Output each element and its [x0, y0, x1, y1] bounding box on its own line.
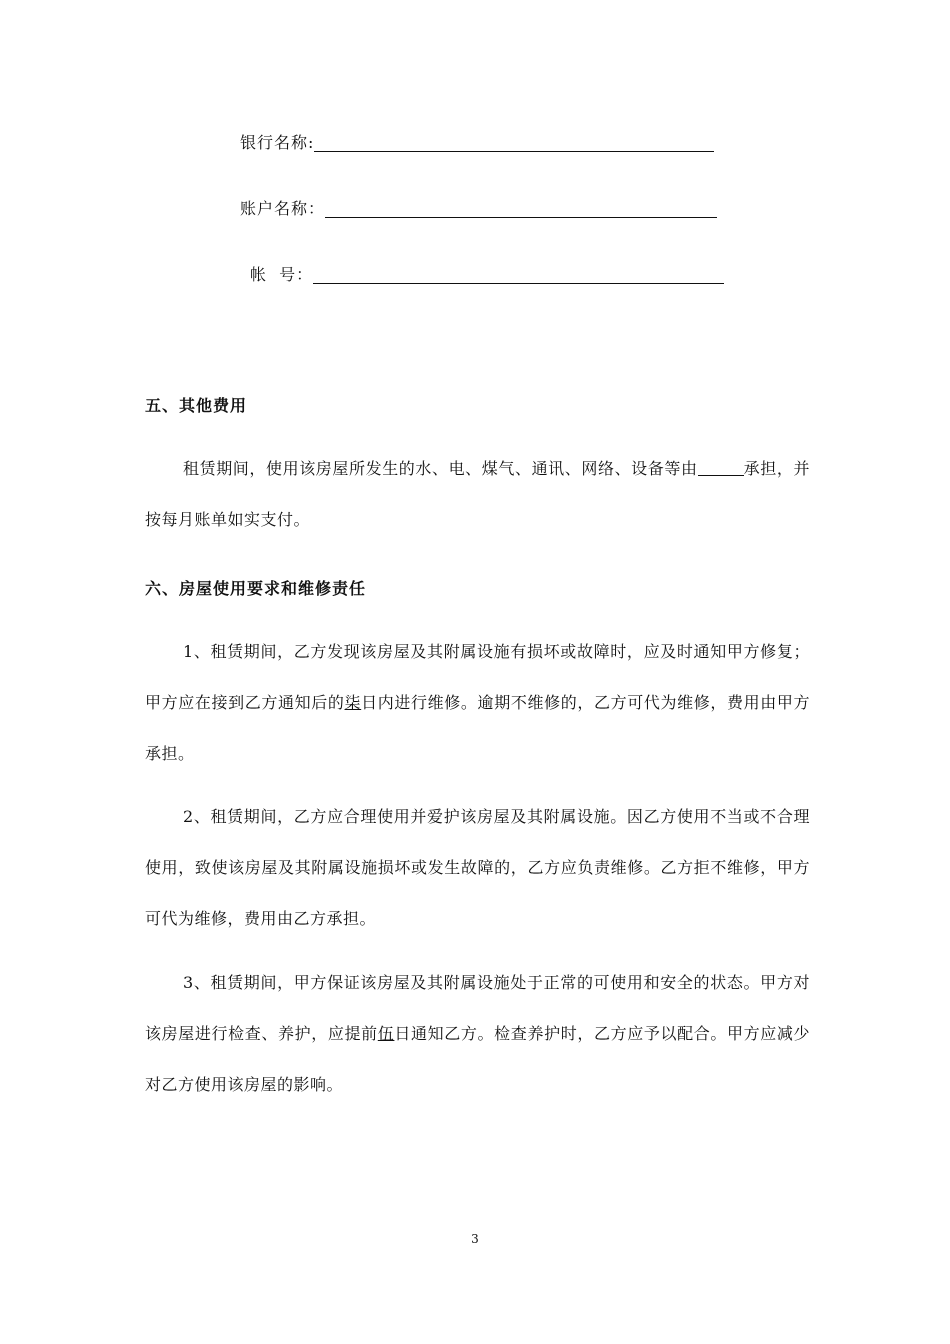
account-number-blank-line — [313, 263, 724, 284]
bank-name-label: 银行名称: — [240, 133, 315, 152]
account-name-label: 账户名称： — [240, 199, 326, 218]
item-1-text-before: 1、租赁期间，乙方发现该房屋及其附属设施有损坏或故障时，应及时通知甲方修复；甲方应在接到乙方通知后的 — [145, 642, 810, 712]
section-5-text-before: 租赁期间，使用该房屋所发生的水、电、煤气、通讯、网络、设备等由 — [183, 459, 698, 478]
item-3-text-before: 3、租赁期间，甲方保证该房屋及其附属设施处于正常的可使用和安全的状态。甲方对该房屋进行检查、养护，应提前 — [145, 973, 810, 1043]
section-5-text-after: 承担，并按每月账单如实支付。 — [145, 459, 810, 529]
bank-name-row — [240, 124, 714, 154]
account-number-row — [250, 256, 724, 286]
section-6-heading: 六、房屋使用要求和维修责任 — [145, 579, 367, 598]
account-number-label: 帐 号： — [250, 265, 314, 284]
item-1-text-after: 日内进行维修。逾期不维修的，乙方可代为维修，费用由甲方承担。 — [145, 693, 810, 763]
account-name-row — [240, 190, 717, 220]
section-6-item-3 — [145, 957, 810, 1110]
item-1-repair-days: 柒 — [344, 693, 362, 712]
item-3-text-after: 日通知乙方。检查养护时，乙方应予以配合。甲方应减少对乙方使用该房屋的影响。 — [145, 1024, 810, 1094]
page-number: 3 — [471, 1232, 479, 1246]
account-name-blank-line — [325, 197, 717, 218]
section-6-item-2: 2、租赁期间，乙方应合理使用并爱护该房屋及其附属设施。因乙方使用不当或不合理使用，致使该房屋及其附属设施损坏或发生故障的，乙方应负责维修。乙方拒不维修，甲方可代为维修，费用由乙方承担。 — [145, 807, 810, 928]
section-5-heading: 五、其他费用 — [145, 396, 248, 415]
item-3-notice-days: 伍 — [377, 1024, 395, 1043]
payer-blank — [698, 457, 744, 476]
section-6-item-1 — [145, 626, 810, 779]
bank-name-blank-line — [314, 131, 714, 152]
section-5-paragraph — [145, 443, 810, 545]
